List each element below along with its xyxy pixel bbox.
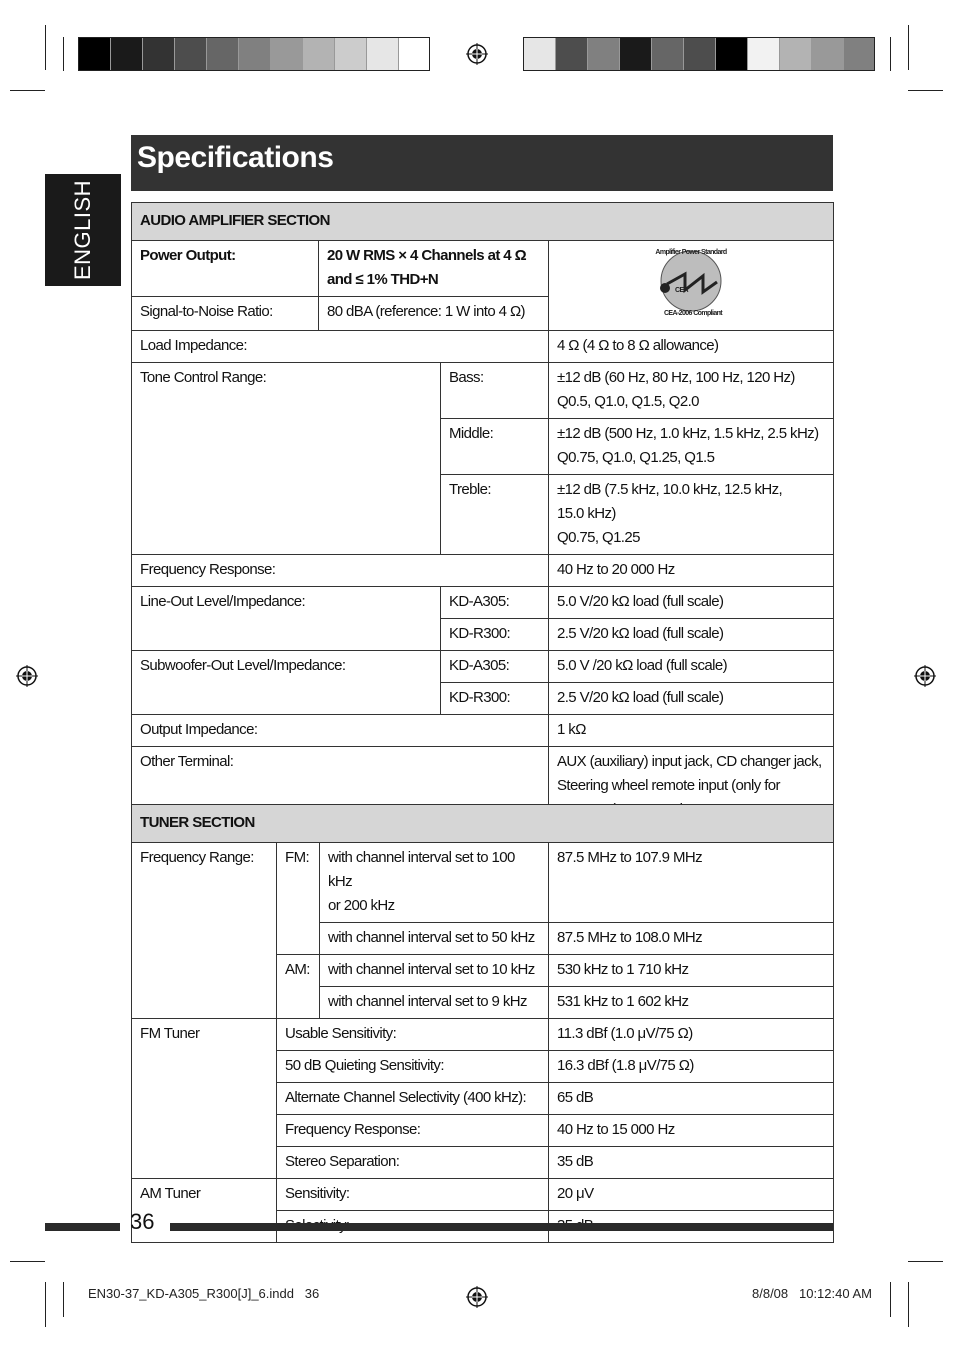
color-swatch — [303, 38, 335, 70]
right-color-bar — [523, 37, 875, 71]
treble-value — [549, 475, 834, 555]
line-out-model: KD-A305: — [441, 587, 549, 619]
frequency-response-value: 40 Hz to 20 000 Hz — [549, 555, 834, 587]
registration-mark-icon — [16, 665, 38, 687]
color-swatch — [652, 38, 684, 70]
treble-label: Treble: — [441, 475, 549, 555]
cea-logo-cell — [549, 241, 834, 331]
fm-range-value: 87.5 MHz to 107.9 MHz — [549, 843, 834, 923]
color-swatch — [111, 38, 143, 70]
crop-mark — [890, 37, 891, 71]
color-swatch — [175, 38, 207, 70]
color-swatch — [79, 38, 111, 70]
fm-usable-sensitivity-label: Usable Sensitivity: — [277, 1019, 549, 1051]
load-impedance-value: 4 Ω (4 Ω to 8 Ω allowance) — [549, 331, 834, 363]
left-color-bar — [78, 37, 430, 71]
am-tuner-label: AM Tuner — [132, 1179, 277, 1243]
snr-value: 80 dBA (reference: 1 W into 4 Ω) — [319, 297, 549, 331]
slug-file-info: EN30-37_KD-A305_R300[J]_6.indd 36 — [88, 1286, 320, 1301]
slug-date-info: 8/8/08 10:12:40 AM — [752, 1286, 872, 1301]
am-band-label: AM: — [277, 955, 320, 1019]
section-title: AUDIO AMPLIFIER SECTION — [132, 203, 834, 241]
fm-condition-line: or 200 kHz — [328, 897, 395, 914]
fm-quieting-label: 50 dB Quieting Sensitivity: — [277, 1051, 549, 1083]
table-row — [132, 331, 834, 363]
treble-value-line: 15.0 kHz) — [557, 505, 616, 522]
fm-range-value: 87.5 MHz to 108.0 MHz — [549, 923, 834, 955]
fm-quieting-value: 16.3 dBf (1.8 μV/75 Ω) — [549, 1051, 834, 1083]
am-range-value: 531 kHz to 1 602 kHz — [549, 987, 834, 1019]
crop-mark — [890, 1282, 891, 1317]
subwoofer-out-model: KD-A305: — [441, 651, 549, 683]
line-out-value: 2.5 V/20 kΩ load (full scale) — [549, 619, 834, 651]
table-row — [132, 843, 834, 923]
frequency-response-label: Frequency Response: — [132, 555, 549, 587]
registration-mark-icon — [466, 43, 488, 65]
tuner-table — [131, 804, 834, 1243]
middle-label: Middle: — [441, 419, 549, 475]
color-swatch — [620, 38, 652, 70]
footer-rule-right — [170, 1223, 833, 1231]
color-swatch — [716, 38, 748, 70]
tone-control-label: Tone Control Range: — [132, 363, 441, 555]
line-out-value: 5.0 V/20 kΩ load (full scale) — [549, 587, 834, 619]
am-range-value: 530 kHz to 1 710 kHz — [549, 955, 834, 987]
other-terminal-label: Other Terminal: — [132, 747, 549, 827]
middle-value — [549, 419, 834, 475]
table-header-row — [132, 203, 834, 241]
logo-top-text: Amplifier Power Standard — [655, 249, 727, 256]
crop-mark — [10, 90, 45, 91]
crop-mark — [908, 1261, 943, 1262]
fm-alternate-channel-value: 65 dB — [549, 1083, 834, 1115]
color-swatch — [335, 38, 367, 70]
fm-condition: with channel interval set to 50 kHz — [320, 923, 549, 955]
fm-usable-sensitivity-value: 11.3 dBf (1.0 μV/75 Ω) — [549, 1019, 834, 1051]
am-sensitivity-label: Sensitivity: — [277, 1179, 549, 1211]
logo-cea-text: CEA — [675, 287, 688, 294]
color-swatch — [239, 38, 271, 70]
bass-value — [549, 363, 834, 419]
other-terminal-line: Steering wheel remote input (only for — [557, 777, 780, 794]
output-impedance-label: Output Impedance: — [132, 715, 549, 747]
fm-stereo-separation-label: Stereo Separation: — [277, 1147, 549, 1179]
table-row — [132, 1179, 834, 1211]
color-swatch — [524, 38, 556, 70]
registration-mark-icon — [466, 1286, 488, 1308]
color-swatch — [748, 38, 780, 70]
power-output-value: 20 W RMS × 4 Channels at 4 Ω and ≤ 1% THD+N — [319, 241, 549, 297]
page-title: Specifications — [137, 141, 334, 174]
audio-amplifier-table — [131, 202, 834, 827]
middle-value-line: ±12 dB (500 Hz, 1.0 kHz, 1.5 kHz, 2.5 kHz) — [557, 425, 819, 442]
crop-mark — [63, 1282, 64, 1317]
table-row — [132, 1019, 834, 1051]
line-out-label: Line-Out Level/Impedance: — [132, 587, 441, 651]
section-title: TUNER SECTION — [132, 805, 834, 843]
crop-mark — [908, 90, 943, 91]
fm-frequency-response-label: Frequency Response: — [277, 1115, 549, 1147]
logo-bottom-text: CEA-2006 Compliant — [663, 310, 723, 317]
subwoofer-out-model: KD-R300: — [441, 683, 549, 715]
line-out-model: KD-R300: — [441, 619, 549, 651]
color-swatch — [399, 38, 429, 70]
fm-band-label: FM: — [277, 843, 320, 955]
crop-mark — [10, 1261, 45, 1262]
load-impedance-label: Load Impedance: — [132, 331, 549, 363]
am-condition: with channel interval set to 9 kHz — [320, 987, 549, 1019]
frequency-range-label: Frequency Range: — [132, 843, 277, 1019]
color-swatch — [844, 38, 874, 70]
language-tab — [45, 174, 121, 286]
table-row — [132, 587, 834, 619]
title-bar — [131, 135, 833, 191]
crop-mark — [63, 37, 64, 71]
subwoofer-out-value: 5.0 V /20 kΩ load (full scale) — [549, 651, 834, 683]
power-output-label: Power Output: — [132, 241, 319, 297]
color-swatch — [556, 38, 588, 70]
bass-value-line: ±12 dB (60 Hz, 80 Hz, 100 Hz, 120 Hz) — [557, 369, 795, 386]
output-impedance-value: 1 kΩ — [549, 715, 834, 747]
cea-2006-compliant-logo — [651, 244, 731, 318]
bass-label: Bass: — [441, 363, 549, 419]
crop-mark — [45, 25, 46, 70]
table-row — [132, 555, 834, 587]
color-swatch — [143, 38, 175, 70]
language-tab-label: ENGLISH — [70, 179, 95, 281]
crop-mark — [908, 1282, 909, 1327]
color-swatch — [367, 38, 399, 70]
fm-frequency-response-value: 40 Hz to 15 000 Hz — [549, 1115, 834, 1147]
subwoofer-out-value: 2.5 V/20 kΩ load (full scale) — [549, 683, 834, 715]
middle-value-line: Q0.75, Q1.0, Q1.25, Q1.5 — [557, 449, 715, 466]
am-sensitivity-value: 20 μV — [549, 1179, 834, 1211]
crop-mark — [908, 25, 909, 70]
registration-mark-icon — [914, 665, 936, 687]
snr-label: Signal-to-Noise Ratio: — [132, 297, 319, 331]
color-swatch — [684, 38, 716, 70]
color-swatch — [588, 38, 620, 70]
table-row — [132, 651, 834, 683]
fm-alternate-channel-label: Alternate Channel Selectivity (400 kHz): — [277, 1083, 549, 1115]
am-condition: with channel interval set to 10 kHz — [320, 955, 549, 987]
table-header-row — [132, 805, 834, 843]
table-row — [132, 241, 834, 297]
other-terminal-line: AUX (auxiliary) input jack, CD changer jack, — [557, 753, 822, 770]
crop-mark — [45, 1282, 46, 1327]
bass-value-line: Q0.5, Q1.0, Q1.5, Q2.0 — [557, 393, 699, 410]
color-swatch — [207, 38, 239, 70]
treble-value-line: Q0.75, Q1.25 — [557, 529, 640, 546]
fm-stereo-separation-value: 35 dB — [549, 1147, 834, 1179]
color-swatch — [780, 38, 812, 70]
footer-rule-left — [45, 1223, 120, 1231]
color-swatch — [271, 38, 303, 70]
fm-condition-line: with channel interval set to 100 kHz — [328, 849, 515, 890]
page-number: 36 — [130, 1209, 155, 1234]
color-swatch — [812, 38, 844, 70]
table-row — [132, 715, 834, 747]
subwoofer-out-label: Subwoofer-Out Level/Impedance: — [132, 651, 441, 715]
fm-condition — [320, 843, 549, 923]
table-row — [132, 363, 834, 419]
treble-value-line: ±12 dB (7.5 kHz, 10.0 kHz, 12.5 kHz, — [557, 481, 783, 498]
fm-tuner-label: FM Tuner — [132, 1019, 277, 1179]
